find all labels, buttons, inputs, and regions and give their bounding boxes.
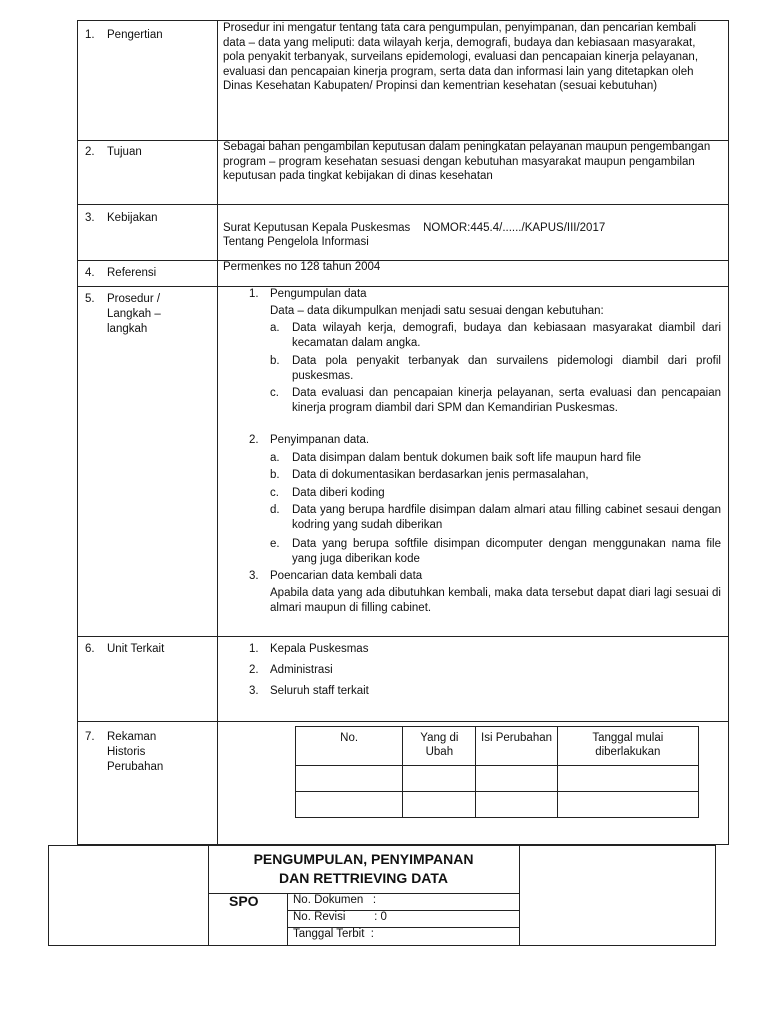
history-header-yang-di-ubah: Yang di Ubah — [403, 727, 476, 766]
row-number: 2. — [85, 146, 95, 158]
history-cell — [557, 766, 698, 792]
row-divider — [77, 636, 729, 637]
row-number: 4. — [85, 267, 95, 279]
history-cell — [403, 792, 476, 818]
step-item: Data yang berupa hardfile disimpan dalam almari atau filling cabinet sesaui dengan kodring yang sudah diberikan — [292, 504, 721, 531]
issue-date-field: Tanggal Terbit : — [293, 928, 374, 940]
header-divider — [519, 845, 520, 946]
document-title-line-1: PENGUMPULAN, PENYIMPANAN — [253, 851, 474, 867]
row-divider — [77, 260, 729, 261]
history-cell — [476, 766, 557, 792]
history-header-isi-perubahan: Isi Perubahan — [476, 727, 557, 766]
spo-label: SPO — [229, 893, 259, 909]
item-letter: c. — [270, 387, 279, 399]
step-title: Poencarian data kembali data — [270, 570, 423, 582]
row-label-referensi: Referensi — [107, 267, 157, 279]
row-label-pengertian: Pengertian — [107, 29, 163, 41]
unit-number: 2. — [249, 664, 259, 676]
step-title: Penyimpanan data. — [270, 434, 370, 446]
history-cell — [476, 792, 557, 818]
item-letter: d. — [270, 504, 280, 516]
document-title-line-2: DAN RETTRIEVING DATA — [278, 870, 449, 886]
item-letter: a. — [270, 452, 280, 464]
step-number: 1. — [249, 288, 259, 300]
row-label-rekaman-3: Perubahan — [107, 761, 164, 773]
unit-item: Kepala Puskesmas — [270, 643, 369, 655]
row-label-rekaman-2: Historis — [107, 746, 146, 758]
unit-item: Seluruh staff terkait — [270, 685, 369, 697]
row-label-prosedur-3: langkah — [107, 323, 148, 335]
step-item: Data yang berupa softfile disimpan dicomputer dengan menggunakan nama file yang juga diberikan kode — [292, 538, 721, 565]
kebijakan-line-2: Tentang Pengelola Informasi — [223, 236, 369, 248]
row-label-prosedur-2: Langkah – — [107, 308, 161, 320]
item-letter: b. — [270, 469, 280, 481]
kebijakan-line-1: Surat Keputusan Kepala Puskesmas NOMOR:445.4/....../KAPUS/III/2017 — [223, 222, 606, 234]
history-table — [295, 726, 699, 818]
row-number: 3. — [85, 212, 95, 224]
history-header-no: No. — [296, 727, 403, 766]
referensi-text: Permenkes no 128 tahun 2004 — [223, 261, 381, 273]
item-letter: c. — [270, 487, 279, 499]
history-cell — [403, 766, 476, 792]
row-number: 5. — [85, 293, 95, 305]
step-intro: Data – data dikumpulkan menjadi satu sesuai dengan kebutuhan: — [270, 305, 604, 317]
doc-number-field: No. Dokumen : — [293, 894, 377, 906]
header-divider — [287, 893, 288, 946]
item-letter: b. — [270, 355, 280, 367]
pengertian-text: Prosedur ini mengatur tentang tata cara pengumpulan, penyimpanan, dan pencarian kembali data – data yang meliputi: data wilayah kerja, demografi, budaya dan kebiasaan masyarakat, pola penyakit terbanyak, surveilans epidemologi, evaluasi dan pencapaian kinerja pelayanan, evaluasi dan pencapaian kinerja program, serta data dan informasi lain yang ditetapkan oleh Dinas Kesehatan Kabupaten/ Propinsi dan kementrian kesehatan (sesuai kebutuhan) — [223, 22, 699, 92]
step-item: Data disimpan dalam bentuk dokumen baik soft life maupun hard file — [292, 452, 642, 464]
unit-number: 1. — [249, 643, 259, 655]
unit-number: 3. — [249, 685, 259, 697]
item-letter: a. — [270, 322, 280, 334]
unit-item: Administrasi — [270, 664, 333, 676]
row-label-kebijakan: Kebijakan — [107, 212, 158, 224]
row-label-unit-terkait: Unit Terkait — [107, 643, 165, 655]
history-cell — [557, 792, 698, 818]
step-title: Pengumpulan data — [270, 288, 367, 300]
step-item: Data diberi koding — [292, 487, 385, 499]
history-cell — [296, 792, 403, 818]
tujuan-text: Sebagai bahan pengambilan keputusan dalam peningkatan pelayanan maupun pengembangan program – program kesehatan sesuasi dengan kebutuhan masyarakat maupun pengambilan keputusan pada tingkat kebijakan di dinas kesehatan — [223, 141, 711, 182]
revision-field: No. Revisi : 0 — [293, 911, 387, 923]
row-divider — [77, 286, 729, 287]
step-number: 3. — [249, 570, 259, 582]
history-header-tanggal: Tanggal mulai diberlakukan — [557, 727, 698, 766]
history-cell — [296, 766, 403, 792]
row-label-tujuan: Tujuan — [107, 146, 142, 158]
step-item: Data pola penyakit terbanyak dan survailens pidemologi diambil dari profil puskesmas. — [292, 355, 721, 382]
row-number: 7. — [85, 731, 95, 743]
step-item: Data evaluasi dan pencapaian kinerja pelayanan, serta evaluasi dan pencapaian kinerja program diambil dari SPM dan Kemandirian Puskesmas. — [292, 387, 721, 414]
step-item: Data di dokumentasikan berdasarkan jenis permasalahan, — [292, 469, 589, 481]
row-divider — [77, 204, 729, 205]
step-outro: Apabila data yang ada dibutuhkan kembali, maka data tersebut dapat diari lagi sesuai di almari maupun di filling cabinet. — [270, 587, 721, 614]
step-number: 2. — [249, 434, 259, 446]
row-number: 6. — [85, 643, 95, 655]
row-number: 1. — [85, 29, 95, 41]
step-item: Data wilayah kerja, demografi, budaya dan kebiasaan masyarakat diambil dari kecamatan dalam angka. — [292, 322, 721, 349]
row-label-prosedur-1: Prosedur / — [107, 293, 161, 305]
item-letter: e. — [270, 538, 280, 550]
row-label-rekaman-1: Rekaman — [107, 731, 157, 743]
row-divider — [77, 721, 729, 722]
